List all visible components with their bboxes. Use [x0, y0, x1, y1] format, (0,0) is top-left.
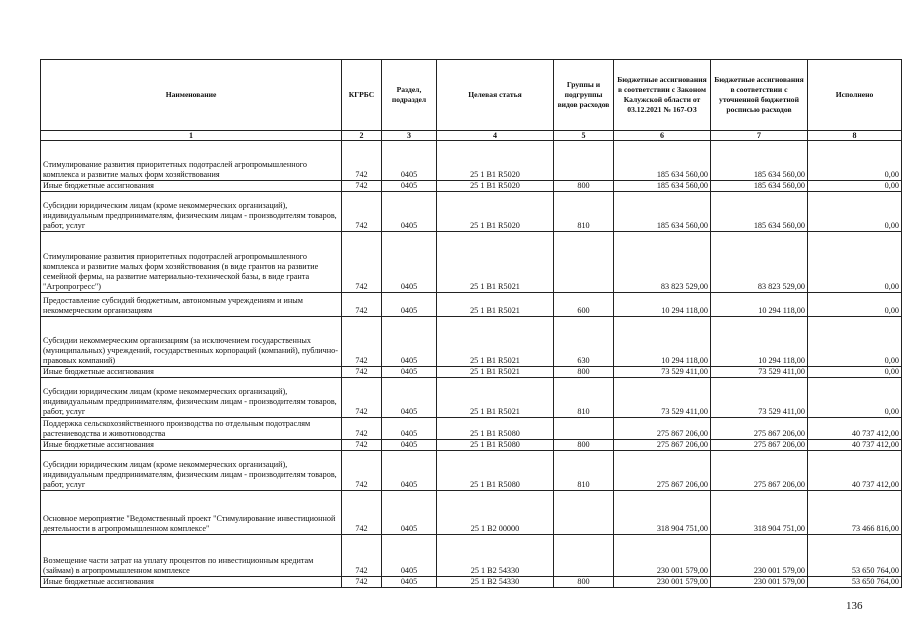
row-law-allocation: 10 294 118,00 — [614, 293, 711, 317]
row-refined-allocation: 275 867 206,00 — [711, 418, 808, 440]
row-refined-allocation: 10 294 118,00 — [711, 317, 808, 367]
row-law-allocation: 318 904 751,00 — [614, 491, 711, 535]
row-kgrbs: 742 — [342, 535, 382, 577]
row-target-article: 25 1 В1 R5021 — [437, 293, 554, 317]
row-target-article: 25 1 В1 R5021 — [437, 232, 554, 293]
column-number-row — [41, 131, 902, 141]
row-refined-allocation: 83 823 529,00 — [711, 232, 808, 293]
row-expense-group — [554, 141, 614, 181]
row-kgrbs: 742 — [342, 577, 382, 588]
row-name: Иные бюджетные ассигнования — [41, 181, 342, 192]
row-section: 0405 — [382, 181, 437, 192]
table-row — [41, 293, 902, 317]
table-row — [41, 577, 902, 588]
row-name: Иные бюджетные ассигнования — [41, 367, 342, 378]
row-name: Предоставление субсидий бюджетным, автономным учреждениям и иным некоммерческим организациям — [41, 293, 342, 317]
row-kgrbs: 742 — [342, 491, 382, 535]
row-kgrbs: 742 — [342, 418, 382, 440]
row-refined-allocation: 275 867 206,00 — [711, 440, 808, 451]
table-row — [41, 491, 902, 535]
table-row — [41, 141, 902, 181]
row-expense-group: 810 — [554, 378, 614, 418]
row-target-article: 25 1 В2 54330 — [437, 577, 554, 588]
row-target-article: 25 1 В2 54330 — [437, 535, 554, 577]
row-target-article: 25 1 В1 R5080 — [437, 451, 554, 491]
row-kgrbs: 742 — [342, 317, 382, 367]
row-target-article: 25 1 В1 R5021 — [437, 317, 554, 367]
row-expense-group: 800 — [554, 577, 614, 588]
table-row — [41, 232, 902, 293]
row-law-allocation: 275 867 206,00 — [614, 451, 711, 491]
column-number: 8 — [808, 131, 902, 141]
row-law-allocation: 230 001 579,00 — [614, 577, 711, 588]
header-law-allocations: Бюджетные ассигнования в соответствии с Законом Калужской области от 03.12.2021 № 167-ОЗ — [614, 60, 711, 131]
table-body — [41, 141, 902, 588]
row-expense-group — [554, 232, 614, 293]
row-expense-group: 600 — [554, 293, 614, 317]
budget-table — [40, 59, 902, 588]
row-executed: 0,00 — [808, 293, 902, 317]
row-expense-group: 800 — [554, 367, 614, 378]
row-kgrbs: 742 — [342, 141, 382, 181]
row-executed: 0,00 — [808, 232, 902, 293]
row-section: 0405 — [382, 451, 437, 491]
column-number: 6 — [614, 131, 711, 141]
row-executed: 0,00 — [808, 141, 902, 181]
row-executed: 40 737 412,00 — [808, 440, 902, 451]
column-number: 7 — [711, 131, 808, 141]
row-name: Иные бюджетные ассигнования — [41, 440, 342, 451]
row-executed: 0,00 — [808, 192, 902, 232]
row-law-allocation: 10 294 118,00 — [614, 317, 711, 367]
row-target-article: 25 1 В1 R5080 — [437, 440, 554, 451]
page-number: 136 — [846, 600, 863, 612]
row-section: 0405 — [382, 293, 437, 317]
row-executed: 0,00 — [808, 367, 902, 378]
row-kgrbs: 742 — [342, 367, 382, 378]
table-row — [41, 378, 902, 418]
row-executed: 40 737 412,00 — [808, 418, 902, 440]
row-kgrbs: 742 — [342, 192, 382, 232]
row-law-allocation: 73 529 411,00 — [614, 367, 711, 378]
row-kgrbs: 742 — [342, 293, 382, 317]
header-groups: Группы и подгруппы видов расходов — [554, 60, 614, 131]
table-row — [41, 451, 902, 491]
row-name: Иные бюджетные ассигнования — [41, 577, 342, 588]
row-name: Субсидии юридическим лицам (кроме некоммерческих организаций), индивидуальным предпринимателям, физическим лицам - производителям товаров, работ, услуг — [41, 378, 342, 418]
row-expense-group — [554, 535, 614, 577]
table-row — [41, 418, 902, 440]
row-refined-allocation: 230 001 579,00 — [711, 577, 808, 588]
table-row — [41, 367, 902, 378]
column-number: 2 — [342, 131, 382, 141]
row-kgrbs: 742 — [342, 181, 382, 192]
row-target-article: 25 1 В1 R5021 — [437, 378, 554, 418]
row-law-allocation: 73 529 411,00 — [614, 378, 711, 418]
row-executed: 53 650 764,00 — [808, 535, 902, 577]
row-executed: 73 466 816,00 — [808, 491, 902, 535]
row-name: Субсидии юридическим лицам (кроме некоммерческих организаций), индивидуальным предпринимателям, физическим лицам - производителям товаров, работ, услуг — [41, 192, 342, 232]
row-refined-allocation: 185 634 560,00 — [711, 141, 808, 181]
row-executed: 40 737 412,00 — [808, 451, 902, 491]
row-refined-allocation: 185 634 560,00 — [711, 192, 808, 232]
row-target-article: 25 1 В1 R5080 — [437, 418, 554, 440]
row-kgrbs: 742 — [342, 232, 382, 293]
table-row — [41, 181, 902, 192]
row-name: Поддержка сельскохозяйственного производства по отдельным подотраслям растениеводства и животноводства — [41, 418, 342, 440]
row-expense-group — [554, 491, 614, 535]
row-section: 0405 — [382, 232, 437, 293]
row-kgrbs: 742 — [342, 451, 382, 491]
table-row — [41, 535, 902, 577]
row-law-allocation: 185 634 560,00 — [614, 181, 711, 192]
row-refined-allocation: 10 294 118,00 — [711, 293, 808, 317]
row-section: 0405 — [382, 378, 437, 418]
row-target-article: 25 1 В1 R5021 — [437, 367, 554, 378]
row-refined-allocation: 275 867 206,00 — [711, 451, 808, 491]
row-executed: 0,00 — [808, 378, 902, 418]
header-executed: Исполнено — [808, 60, 902, 131]
row-law-allocation: 185 634 560,00 — [614, 141, 711, 181]
row-section: 0405 — [382, 141, 437, 181]
row-section: 0405 — [382, 367, 437, 378]
header-target: Целевая статья — [437, 60, 554, 131]
row-section: 0405 — [382, 317, 437, 367]
header-name: Наименование — [41, 60, 342, 131]
row-name: Субсидии некоммерческим организациям (за исключением государственных (муниципальных) учреждений, государственных корпораций (компаний), публично-правовых компаний) — [41, 317, 342, 367]
column-number: 4 — [437, 131, 554, 141]
row-refined-allocation: 230 001 579,00 — [711, 535, 808, 577]
table-row — [41, 317, 902, 367]
row-name: Стимулирование развития приоритетных подотраслей агропромышленного комплекса и развитие малых форм хозяйствования — [41, 141, 342, 181]
row-section: 0405 — [382, 491, 437, 535]
table-row — [41, 440, 902, 451]
row-refined-allocation: 318 904 751,00 — [711, 491, 808, 535]
row-law-allocation: 275 867 206,00 — [614, 440, 711, 451]
row-law-allocation: 83 823 529,00 — [614, 232, 711, 293]
header-section: Раздел, подраздел — [382, 60, 437, 131]
row-expense-group: 810 — [554, 451, 614, 491]
row-law-allocation: 185 634 560,00 — [614, 192, 711, 232]
row-law-allocation: 275 867 206,00 — [614, 418, 711, 440]
row-name: Стимулирование развития приоритетных подотраслей агропромышленного комплекса и развитие малых форм хозяйствования (в виде грантов на развитие семейной фермы, на развитие материально-технической базы, в виде гранта "Агропрогресс") — [41, 232, 342, 293]
row-target-article: 25 1 В1 R5020 — [437, 181, 554, 192]
header-refined-allocations: Бюджетные ассигнования в соответствии с уточненной бюджетной росписью расходов — [711, 60, 808, 131]
row-expense-group: 810 — [554, 192, 614, 232]
table-header-row — [41, 60, 902, 131]
row-law-allocation: 230 001 579,00 — [614, 535, 711, 577]
column-number: 3 — [382, 131, 437, 141]
row-name: Возмещение части затрат на уплату процентов по инвестиционным кредитам (займам) в агропромышленном комплексе — [41, 535, 342, 577]
row-expense-group: 800 — [554, 440, 614, 451]
row-name: Основное мероприятие "Ведомственный проект "Стимулирование инвестиционной деятельности в агропромышленном комплексе" — [41, 491, 342, 535]
row-kgrbs: 742 — [342, 378, 382, 418]
row-section: 0405 — [382, 192, 437, 232]
row-refined-allocation: 73 529 411,00 — [711, 378, 808, 418]
row-name: Субсидии юридическим лицам (кроме некоммерческих организаций), индивидуальным предпринимателям, физическим лицам - производителям товаров, работ, услуг — [41, 451, 342, 491]
row-refined-allocation: 73 529 411,00 — [711, 367, 808, 378]
column-number: 1 — [41, 131, 342, 141]
column-number: 5 — [554, 131, 614, 141]
row-executed: 53 650 764,00 — [808, 577, 902, 588]
row-target-article: 25 1 В1 R5020 — [437, 141, 554, 181]
row-expense-group — [554, 418, 614, 440]
row-executed: 0,00 — [808, 317, 902, 367]
row-target-article: 25 1 В1 R5020 — [437, 192, 554, 232]
row-kgrbs: 742 — [342, 440, 382, 451]
row-section: 0405 — [382, 577, 437, 588]
row-section: 0405 — [382, 535, 437, 577]
row-target-article: 25 1 В2 00000 — [437, 491, 554, 535]
row-section: 0405 — [382, 418, 437, 440]
row-expense-group: 630 — [554, 317, 614, 367]
row-executed: 0,00 — [808, 181, 902, 192]
table-row — [41, 192, 902, 232]
row-expense-group: 800 — [554, 181, 614, 192]
row-section: 0405 — [382, 440, 437, 451]
header-kgrbs: КГРБС — [342, 60, 382, 131]
row-refined-allocation: 185 634 560,00 — [711, 181, 808, 192]
